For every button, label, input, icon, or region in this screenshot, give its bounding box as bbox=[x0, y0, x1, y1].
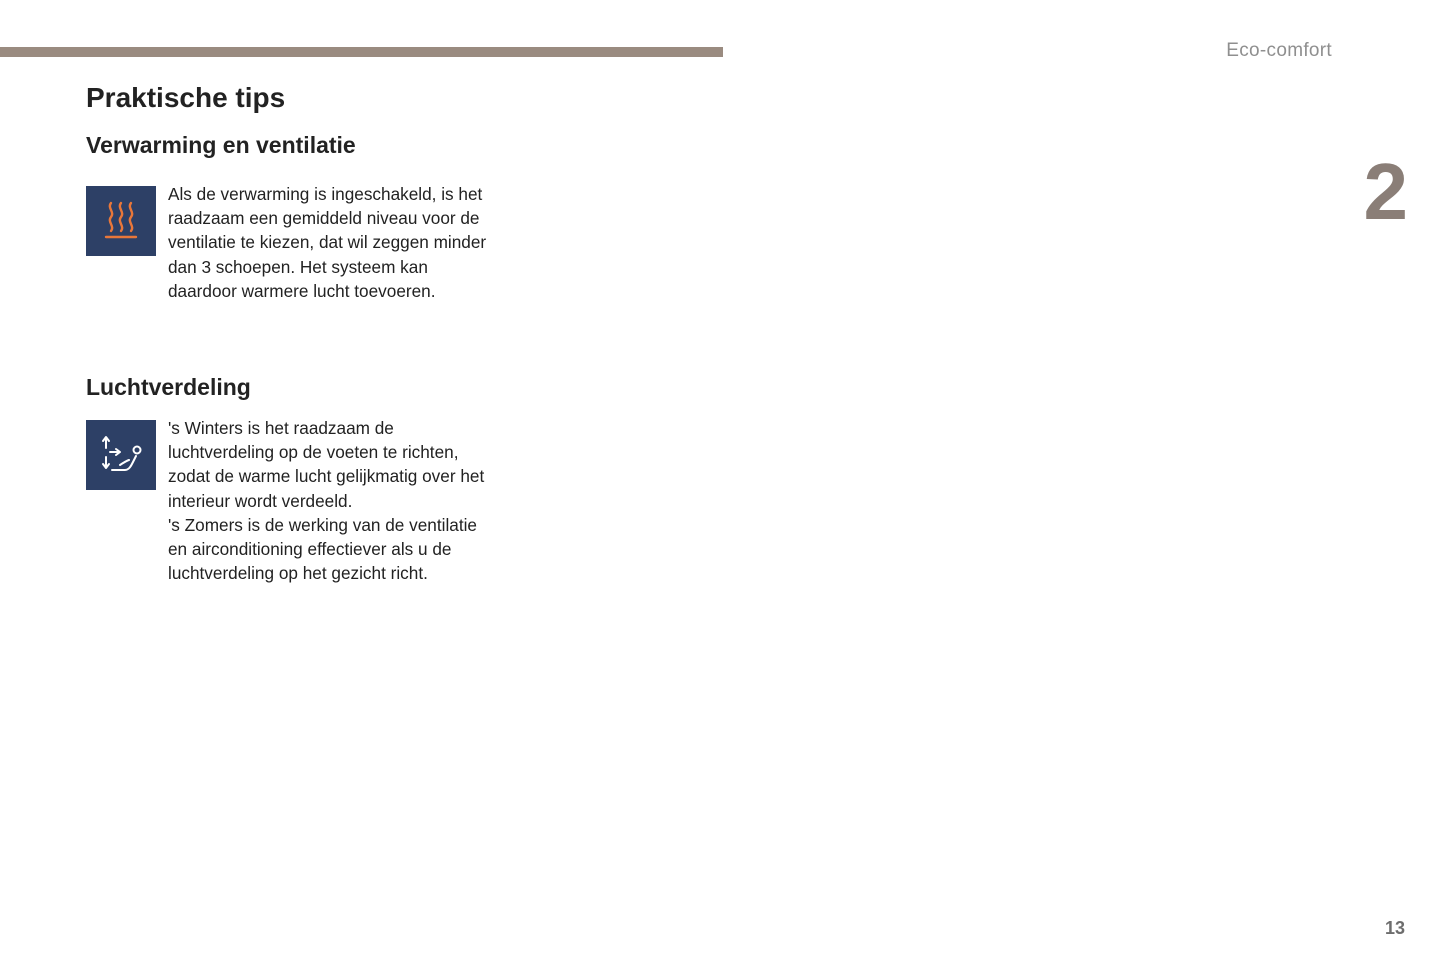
heating-icon bbox=[86, 186, 156, 256]
page-number: 13 bbox=[1384, 918, 1405, 938]
air-distribution-icon bbox=[86, 420, 156, 490]
section-header: Eco-comfort bbox=[1226, 40, 1332, 61]
paragraph: 's Zomers is de werking van de ventilatie en airconditioning effectiever als u de luchtverdeling op het gezicht richt. bbox=[168, 514, 477, 584]
verwarming-text bbox=[168, 182, 498, 303]
luchtverdeling-text bbox=[168, 416, 498, 585]
heading-luchtverdeling: Luchtverdeling bbox=[86, 374, 251, 400]
top-rule bbox=[0, 47, 723, 57]
paragraph: 's Winters is het raadzaam de luchtverdeling op de voeten te richten, zodat de warme lucht gelijkmatig over het interieur wordt verdeeld. bbox=[168, 418, 485, 511]
page-title: Praktische tips bbox=[86, 82, 286, 113]
chapter-number: 2 bbox=[1363, 147, 1408, 236]
paragraph: Als de verwarming is ingeschakeld, is het raadzaam een gemiddeld niveau voor de ventilatie te kiezen, dat wil zeggen minder dan 3 schoepen. Het systeem kan daardoor warmere lucht toevoeren. bbox=[168, 184, 487, 301]
heading-verwarming: Verwarming en ventilatie bbox=[86, 132, 356, 158]
